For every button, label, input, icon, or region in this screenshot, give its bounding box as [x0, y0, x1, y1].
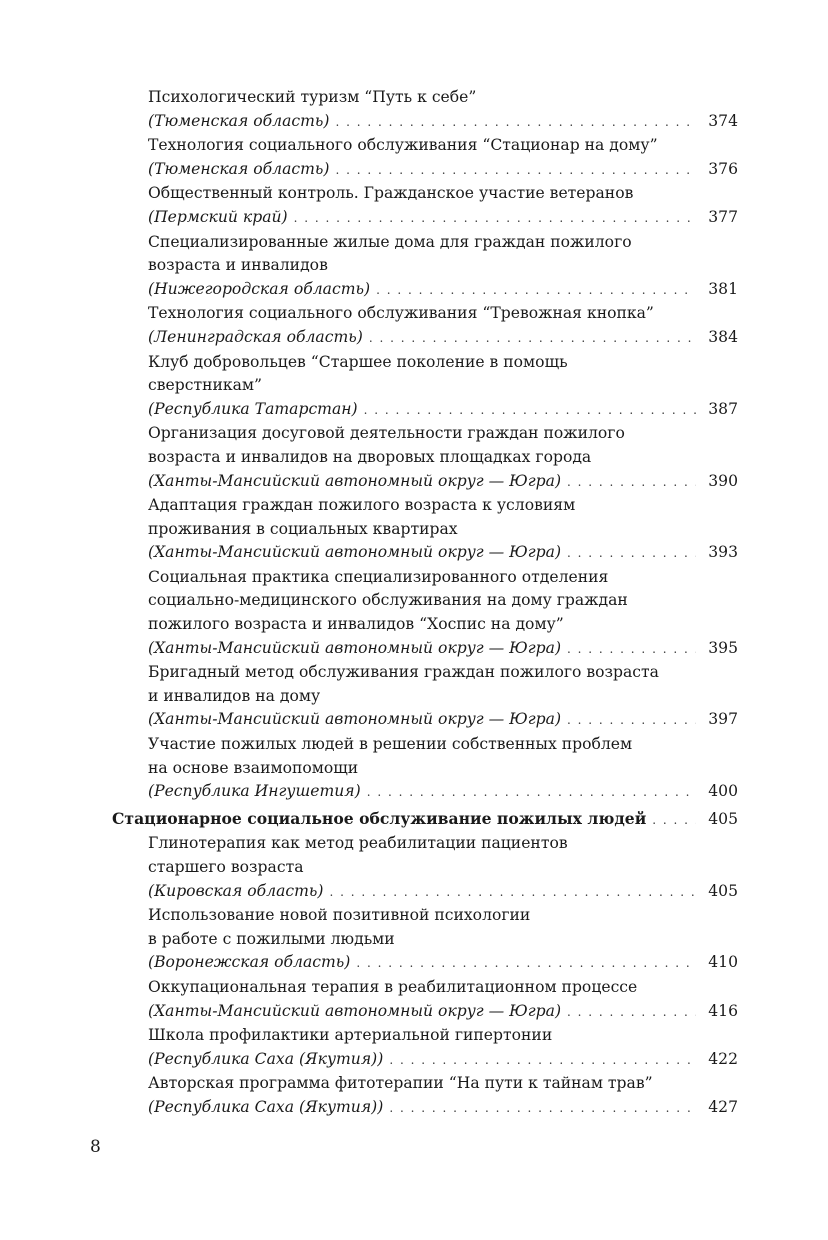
entry-region-row: [0, 880, 738, 905]
entry-page-number: 400: [708, 782, 738, 801]
entry-title-line: социально-медицинского обслуживания на дому граждан: [148, 591, 628, 610]
entry-page-number: 395: [708, 638, 738, 657]
section-page-number: 405: [708, 809, 738, 828]
entry-region: (Республика Саха (Якутия)): [148, 1049, 384, 1068]
toc-entry: [0, 1024, 828, 1072]
entry-region: (Кировская область): [148, 881, 324, 900]
entry-region: (Ханты-Мансийский автономный округ — Югра): [148, 638, 562, 657]
toc-entry: [0, 661, 828, 733]
entry-title-line: Глинотерапия как метод реабилитации пациентов: [148, 834, 568, 853]
entry-region-row: [0, 158, 738, 183]
entry-title-line: проживания в социальных квартирах: [148, 519, 458, 538]
entry-title-line: Технология социального обслуживания “Стационар на дому”: [148, 136, 658, 155]
entry-region: (Воронежская область): [148, 953, 351, 972]
entry-region-row: [0, 110, 738, 135]
table-of-contents: [0, 86, 828, 1121]
entry-region-row: [0, 326, 738, 351]
toc-entry: [0, 351, 828, 423]
entry-region: (Республика Татарстан): [148, 399, 358, 418]
dot-leader: [567, 638, 696, 662]
dot-leader: [330, 881, 697, 905]
entry-page-number: 416: [708, 1001, 738, 1020]
entry-region: (Ханты-Мансийский автономный округ — Югра): [148, 1001, 562, 1020]
entry-title-line: и инвалидов на дому: [148, 686, 321, 705]
entry-page-number: 393: [708, 543, 738, 562]
toc-entry: [0, 422, 828, 494]
toc-entry: [0, 302, 828, 350]
toc-entry: [0, 733, 828, 805]
entry-region: (Ханты-Мансийский автономный округ — Югра): [148, 471, 562, 490]
dot-leader: [652, 809, 696, 833]
entry-page-number: 384: [708, 327, 738, 346]
entry-region-row: [0, 708, 738, 733]
entry-region-row: [0, 541, 738, 566]
entry-region-row: [0, 951, 738, 976]
entry-region-row: [0, 470, 738, 495]
entry-region-row: [0, 206, 738, 231]
entry-title-line: Оккупациональная терапия в реабилитационном процессе: [148, 977, 638, 996]
entry-region: (Ханты-Мансийский автономный округ — Югра): [148, 543, 562, 562]
dot-leader: [567, 542, 696, 566]
dot-leader: [567, 471, 696, 495]
dot-leader: [336, 159, 697, 183]
section-title: Стационарное социальное обслуживание пожилых людей: [112, 808, 647, 828]
dot-leader: [367, 781, 696, 805]
dot-leader: [567, 1001, 696, 1025]
entry-region: (Ленинградская область): [148, 327, 363, 346]
entry-title-line: возраста и инвалидов: [148, 256, 328, 275]
entry-region-row: [0, 278, 738, 303]
entry-region: (Республика Ингушетия): [148, 782, 361, 801]
toc-entry: [0, 1072, 828, 1120]
entry-page-number: 410: [708, 953, 738, 972]
entry-title-line: в работе с пожилыми людьми: [148, 929, 395, 948]
entry-page-number: 405: [708, 881, 738, 900]
toc-entry: [0, 976, 828, 1024]
entry-title-line: старшего возраста: [148, 858, 304, 876]
dot-leader: [356, 952, 696, 976]
entry-title-line: Адаптация граждан пожилого возраста к условиям: [148, 496, 576, 515]
entry-region-row: [0, 780, 738, 805]
entry-region: (Пермский край): [148, 207, 288, 226]
entry-title-line: пожилого возраста и инвалидов “Хоспис на дому”: [148, 615, 564, 634]
entry-region: (Тюменская область): [148, 159, 330, 178]
entry-page-number: 376: [708, 159, 738, 178]
dot-leader: [567, 709, 696, 733]
toc-entry: [0, 231, 828, 303]
entry-page-number: 374: [708, 111, 738, 130]
toc-entry: [0, 86, 828, 134]
dot-leader: [336, 111, 697, 135]
entry-title-line: Специализированные жилые дома для граждан пожилого: [148, 232, 632, 251]
entry-title-line: Использование новой позитивной психологии: [148, 906, 531, 925]
entry-region: (Нижегородская область): [148, 279, 371, 298]
toc-section-heading: [0, 807, 828, 833]
entry-title-line: сверстникам”: [148, 376, 263, 395]
entry-title-line: Клуб добровольцев “Старшее поколение в помощь: [148, 352, 568, 371]
entry-region-row: [0, 1048, 738, 1073]
toc-entry: [0, 566, 828, 661]
entry-region-row: [0, 1000, 738, 1025]
entry-title-line: Участие пожилых людей в решении собственных проблем: [148, 735, 633, 754]
dot-leader: [294, 207, 696, 231]
dot-leader: [376, 279, 696, 303]
toc-entry: [0, 832, 828, 904]
entry-title-line: Организация досуговой деятельности граждан пожилого: [148, 424, 625, 443]
entry-page-number: 381: [708, 279, 738, 298]
entry-page-number: 422: [708, 1049, 738, 1068]
entry-title-line: Психологический туризм “Путь к себе”: [148, 88, 477, 106]
entry-region: (Тюменская область): [148, 111, 330, 130]
dot-leader: [364, 399, 696, 423]
entry-page-number: 377: [708, 207, 738, 226]
dot-leader: [389, 1097, 696, 1121]
entry-title-line: возраста и инвалидов на дворовых площадках города: [148, 447, 592, 466]
entry-title-line: Социальная практика специализированного отделения: [148, 567, 609, 586]
entry-title-line: Авторская программа фитотерапии “На пути к тайнам трав”: [148, 1074, 653, 1093]
toc-entry: [0, 182, 828, 230]
entry-title-line: на основе взаимопомощи: [148, 758, 359, 777]
entry-page-number: 387: [708, 399, 738, 418]
toc-entry: [0, 494, 828, 566]
page-number: 8: [90, 1137, 101, 1157]
toc-entry: [0, 134, 828, 182]
section-row: [0, 807, 738, 833]
entry-title-line: Общественный контроль. Гражданское участие ветеранов: [148, 184, 634, 203]
entry-title-line: Школа профилактики артериальной гипертонии: [148, 1026, 553, 1045]
dot-leader: [369, 327, 696, 351]
entry-region-row: [0, 1096, 738, 1121]
entry-page-number: 397: [708, 710, 738, 729]
entry-page-number: 390: [708, 471, 738, 490]
entry-title-line: Технология социального обслуживания “Тревожная кнопка”: [148, 304, 654, 323]
entry-region-row: [0, 398, 738, 423]
entry-region: (Республика Саха (Якутия)): [148, 1097, 384, 1116]
entry-region-row: [0, 637, 738, 662]
toc-entry: [0, 904, 828, 976]
entry-title-line: Бригадный метод обслуживания граждан пожилого возраста: [148, 663, 659, 682]
entry-region: (Ханты-Мансийский автономный округ — Югра): [148, 710, 562, 729]
dot-leader: [389, 1049, 696, 1073]
entry-page-number: 427: [708, 1097, 738, 1116]
